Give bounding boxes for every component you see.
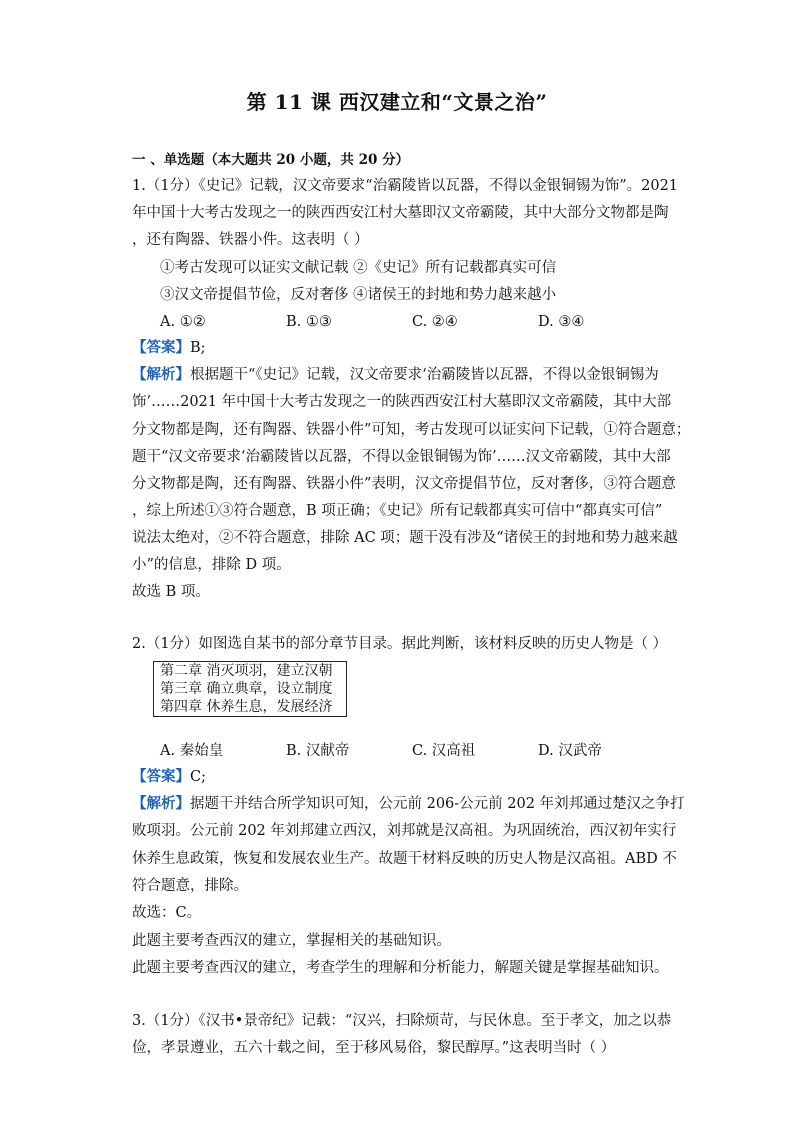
chapter-row: 第三章 确立典章，设立制度 xyxy=(160,681,333,697)
q1-statement: ③汉文帝提倡节俭，反对奢侈 ④诸侯王的封地和势力越来越小 xyxy=(160,287,557,303)
chapter-table xyxy=(153,661,347,717)
analysis-text: 据题干并结合所学知识可知，公元前 206-公元前 202 年刘邦通过楚汉之争打 xyxy=(190,796,685,812)
q1-stem-line: 年中国十大考古发现之一的陕西西安江村大墓即汉文帝霸陵，其中大部分文物都是陶 xyxy=(132,205,669,221)
analysis-text: 根据题干“《史记》记载，汉文帝要求‘治霸陵皆以瓦器，不得以金银铜锡为 xyxy=(190,367,659,383)
q3-stem-line: 俭，孝景遵业，五六十载之间，至于移风易俗，黎民醇厚。”这表明当时（ ） xyxy=(132,1040,616,1056)
q2-analysis-line: 败项羽。公元前 202 年刘邦建立西汉，刘邦就是汉高祖。为巩固统治，西汉初年实行 xyxy=(132,823,677,839)
q2-analysis-line: 休养生息政策，恢复和发展农业生产。故题干材料反映的历史人物是汉高祖。ABD 不 xyxy=(132,851,677,867)
q2-option-b: B. 汉献帝 xyxy=(286,743,350,759)
q2-conclusion: 故选：C。 xyxy=(132,905,202,921)
q2-analysis-line: 符合题意，排除。 xyxy=(132,878,248,894)
q2-option-c: C. 汉高祖 xyxy=(412,743,476,759)
q2-option-a: A. 秦始皇 xyxy=(160,743,224,759)
q2-note: 此题主要考查西汉的建立，掌握相关的基础知识。 xyxy=(132,933,451,949)
answer-label: 【答案】 xyxy=(132,768,190,785)
q1-option-c: C. ②④ xyxy=(412,314,458,330)
q1-statement: ①考古发现可以证实文献记载 ②《史记》所有记载都真实可信 xyxy=(160,260,557,276)
section-heading: 一 、单选题（本大题共 20 小题，共 20 分） xyxy=(132,152,410,168)
q2-note: 此题主要考查西汉的建立，考查学生的理解和分析能力，解题关键是掌握基础知识。 xyxy=(132,960,669,976)
answer-value: B; xyxy=(190,340,206,356)
answer-value: C; xyxy=(190,769,206,785)
chapter-row: 第四章 休养生息，发展经济 xyxy=(160,699,333,715)
q2-option-d: D. 汉武帝 xyxy=(538,743,602,759)
q1-option-b: B. ①③ xyxy=(286,314,332,330)
q1-option-a: A. ①② xyxy=(160,314,206,330)
q2-stem: 2.（1分）如图选自某书的部分章节目录。据此判断，该材料反映的历史人物是（ ） xyxy=(132,636,668,652)
q2-analysis-line xyxy=(132,794,685,814)
q1-answer xyxy=(132,338,662,358)
q2-answer xyxy=(132,767,662,787)
q1-analysis-line: 说法太绝对，②不符合题意，排除 AC 项；题干没有涉及“诸侯王的封地和势力越来越 xyxy=(132,530,678,546)
analysis-label: 【解析】 xyxy=(132,795,190,812)
q1-analysis-line: ，综上所述①③符合题意，B 项正确；《史记》所有记载都真实可信中“都真实可信” xyxy=(132,503,663,519)
chapter-row: 第二章 消灭项羽，建立汉朝 xyxy=(160,663,333,679)
q1-option-d: D. ③④ xyxy=(538,314,585,330)
q1-analysis-line: 小”的信息，排除 D 项。 xyxy=(132,557,291,573)
q1-analysis-line xyxy=(132,365,662,385)
q1-analysis-line: 题干“汉文帝要求‘治霸陵皆以瓦器，不得以金银铜锡为饰’……汉文帝霸陵，其中大部 xyxy=(132,449,671,465)
q1-analysis-line: 分文物都是陶，还有陶器、铁器小件”可知，考古发现可以证实问下记载，①符合题意； xyxy=(132,422,691,438)
q1-analysis-line: 饰’……2021 年中国十大考古发现之一的陕西西安江村大墓即汉文帝霸陵，其中大部 xyxy=(132,394,672,410)
q1-analysis-line: 分文物都是陶，还有陶器、铁器小件”表明，汉文帝提倡节位，反对奢侈，③符合题意 xyxy=(132,476,676,492)
q3-stem-line: 3.（1分）《汉书•景帝纪》记载：“汉兴，扫除烦苛，与民休息。至于孝文，加之以恭 xyxy=(132,1013,672,1029)
analysis-label: 【解析】 xyxy=(132,366,190,383)
q1-conclusion: 故选 B 项。 xyxy=(132,584,210,600)
q1-stem-line: 1.（1分）《史记》记载，汉文帝要求“治霸陵皆以瓦器，不得以金银铜锡为饰”。2021 xyxy=(132,178,679,194)
q1-stem-line: ，还有陶器、铁器小件。这表明（ ） xyxy=(132,232,369,248)
page-title: 第 11 课 西汉建立和“文景之治” xyxy=(246,90,548,114)
answer-label: 【答案】 xyxy=(132,339,190,356)
